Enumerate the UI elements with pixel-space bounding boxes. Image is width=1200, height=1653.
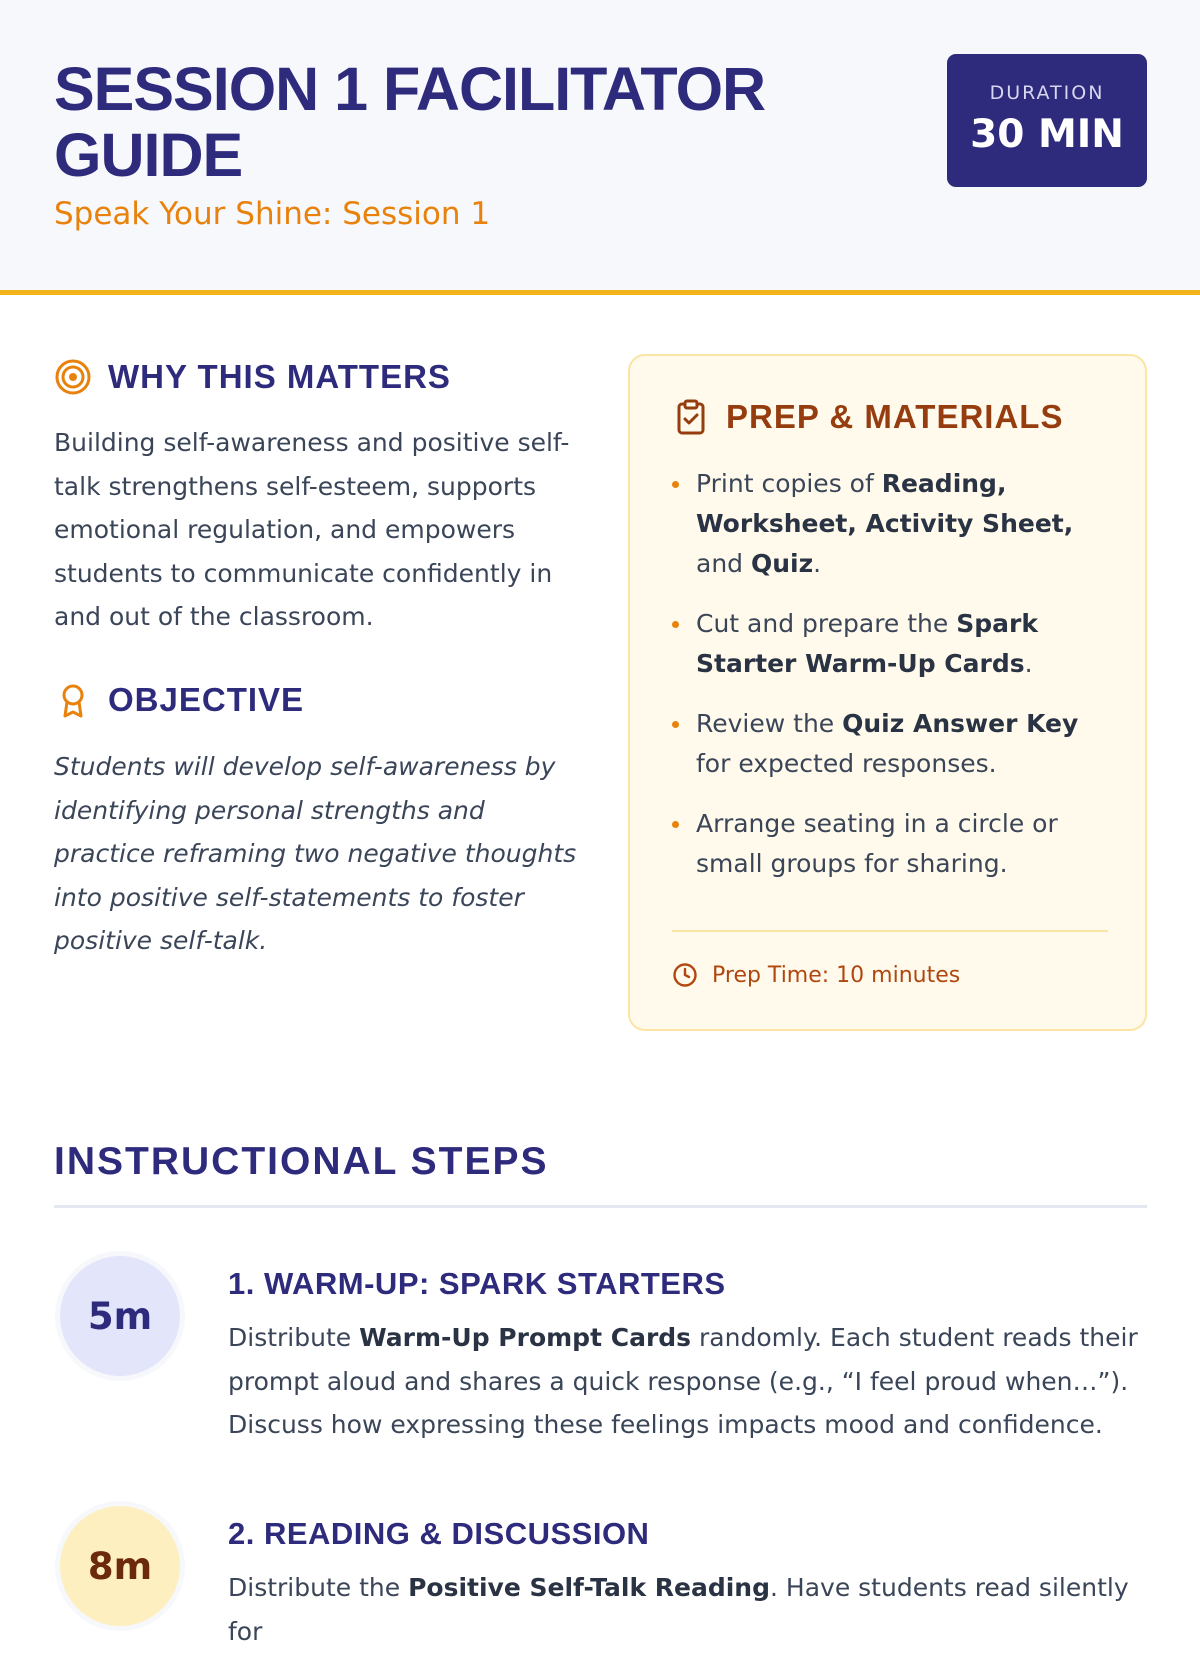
prep-list: [672, 464, 1112, 904]
steps-heading: INSTRUCTIONAL STEPS: [54, 1140, 549, 1183]
prep-card: [628, 354, 1147, 1031]
clock-icon: [672, 962, 698, 988]
page-header: [0, 0, 1200, 295]
list-item: Review the Quiz Answer Key for expected responses.: [672, 704, 1112, 784]
duration-value: 30 MIN: [970, 112, 1124, 157]
list-item: Cut and prepare the Spark Starter Warm-Up Cards.: [672, 604, 1112, 684]
clipboard-check-icon: [672, 398, 710, 436]
step-body: Distribute the Positive Self-Talk Reading. Have students read silently for: [228, 1573, 1129, 1646]
prep-divider: [672, 930, 1108, 932]
objective-heading-label: OBJECTIVE: [108, 681, 305, 718]
step-body: Distribute Warm-Up Prompt Cards randomly. Each student reads their prompt aloud and shares a quick response (e.g., “I feel proud when…”). Discuss how expressing these feelings impacts mood and confidence.: [228, 1323, 1138, 1439]
page-title: SESSION 1 FACILITATOR GUIDE: [54, 55, 766, 189]
step-time-badge: 5m: [60, 1256, 180, 1376]
why-heading-label: WHY THIS MATTERS: [108, 358, 451, 395]
step-time-badge: 8m: [60, 1506, 180, 1626]
step-title: 2. READING & DISCUSSION: [228, 1516, 650, 1551]
why-text: Building self-awareness and positive self-talk strengthens self-esteem, supports emotional regulation, and empowers students to communicate confidently in and out of the classroom.: [54, 428, 570, 631]
award-icon: [54, 681, 92, 719]
list-item: Arrange seating in a circle or small groups for sharing.: [672, 804, 1112, 884]
prep-time: [672, 962, 960, 988]
duration-label: DURATION: [989, 82, 1105, 104]
objective-heading: [54, 681, 304, 719]
list-item: Print copies of Reading, Worksheet, Activity Sheet, and Quiz.: [672, 464, 1112, 584]
steps-divider: [54, 1205, 1147, 1208]
duration-badge: [947, 54, 1147, 187]
prep-heading: [672, 398, 1063, 436]
page-subtitle: Speak Your Shine: Session 1: [54, 196, 491, 232]
objective-text: Students will develop self-awareness by identifying personal strengths and practice reframing two negative thoughts into positive self-statements to foster positive self-talk.: [54, 752, 577, 955]
step-title: 1. WARM-UP: SPARK STARTERS: [228, 1266, 726, 1301]
target-icon: [54, 358, 92, 396]
prep-heading-label: PREP & MATERIALS: [726, 398, 1064, 435]
why-heading: [54, 358, 451, 396]
prep-time-label: Prep Time: 10 minutes: [712, 962, 961, 988]
